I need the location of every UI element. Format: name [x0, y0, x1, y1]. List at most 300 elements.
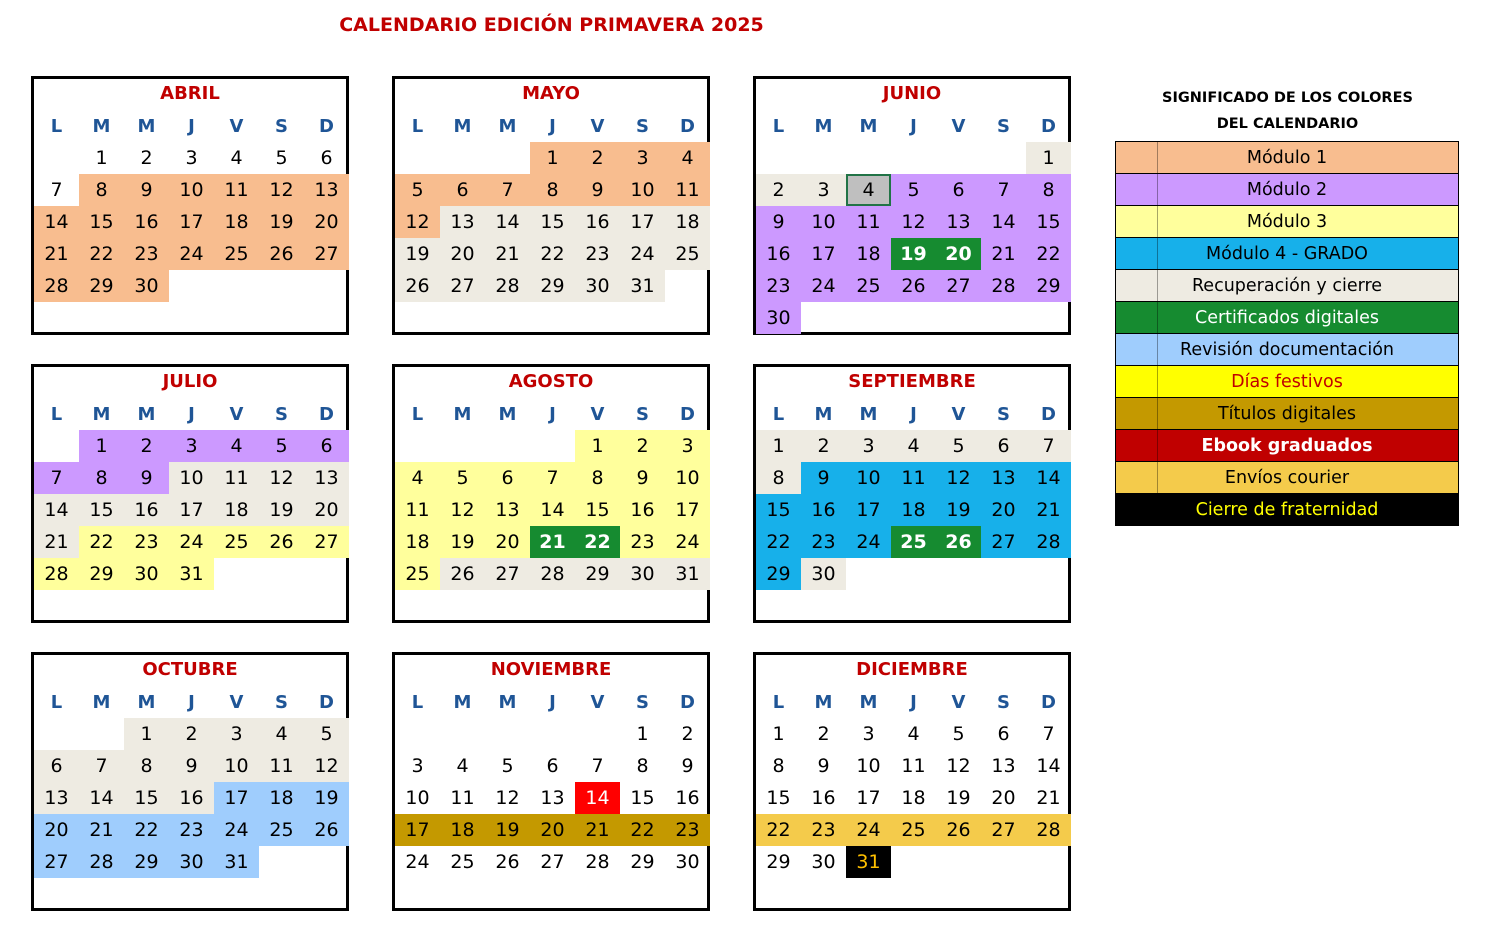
day-cell[interactable]: 18 [214, 494, 259, 526]
day-cell[interactable]: 30 [575, 270, 620, 302]
day-cell[interactable]: 31 [665, 558, 710, 590]
day-cell[interactable]: 24 [405, 851, 430, 873]
day-cell[interactable]: 26 [891, 270, 936, 302]
day-cell[interactable]: 22 [1026, 238, 1071, 270]
weekday-header: S [636, 403, 649, 425]
day-cell[interactable]: 7 [981, 174, 1026, 206]
day-cell[interactable]: 5 [952, 723, 965, 745]
day-cell[interactable]: 9 [756, 206, 801, 238]
day-cell[interactable]: 30 [124, 558, 169, 590]
day-cell[interactable]: 30 [801, 558, 846, 590]
day-cell[interactable]: 31 [169, 558, 214, 590]
day-cell[interactable]: 3 [169, 430, 214, 462]
weekday-header: L [411, 691, 424, 713]
day-cell[interactable]: 1 [530, 142, 575, 174]
day-cell[interactable]: 24 [801, 270, 846, 302]
day-cell[interactable]: 16 [124, 494, 169, 526]
day-cell[interactable]: 1 [79, 430, 124, 462]
day-cell[interactable]: 1 [772, 723, 785, 745]
day-cell[interactable]: 30 [169, 846, 214, 878]
day-cell[interactable]: 25 [214, 238, 259, 270]
day-cell[interactable]: 8 [1026, 174, 1071, 206]
day-cell[interactable]: 29 [124, 846, 169, 878]
month-octubre [31, 652, 349, 911]
day-cell[interactable]: 2 [169, 718, 214, 750]
day-cell[interactable]: 21 [79, 814, 124, 846]
empty-cell [485, 718, 530, 750]
weekday-header: M [453, 691, 472, 713]
day-cell[interactable]: 13 [34, 782, 79, 814]
day-cell[interactable]: 1 [636, 723, 649, 745]
day-cell[interactable]: 27 [440, 270, 485, 302]
day-cell[interactable]: 18 [395, 526, 440, 558]
day-cell[interactable]: 10 [620, 174, 665, 206]
day-cell[interactable]: 26 [495, 851, 520, 873]
day-cell[interactable]: 20 [530, 814, 575, 846]
day-cell[interactable]: 29 [630, 851, 655, 873]
day-cell[interactable]: 4 [214, 430, 259, 462]
day-cell[interactable]: 7 [1026, 430, 1071, 462]
day-cell[interactable]: 6 [485, 462, 530, 494]
day-cell[interactable]: 11 [395, 494, 440, 526]
day-cell[interactable]: 14 [79, 782, 124, 814]
day-cell[interactable]: 25 [891, 814, 936, 846]
day-cell[interactable]: 18 [891, 494, 936, 526]
empty-cell [395, 142, 440, 174]
empty-cell [440, 430, 485, 462]
day-cell[interactable]: 22 [620, 814, 665, 846]
day-cell[interactable]: 21 [530, 526, 575, 558]
day-cell[interactable]: 22 [79, 526, 124, 558]
day-cell[interactable]: 15 [756, 494, 801, 526]
day-cell[interactable]: 21 [981, 238, 1026, 270]
day-cell[interactable]: 10 [856, 755, 881, 777]
day-cell[interactable]: 14 [530, 494, 575, 526]
day-cell[interactable]: 28 [1026, 526, 1071, 558]
day-cell[interactable]: 2 [681, 723, 694, 745]
empty-cell [34, 430, 79, 462]
day-cell[interactable]: 16 [124, 206, 169, 238]
day-cell[interactable]: 22 [756, 526, 801, 558]
color-legend [1115, 141, 1459, 526]
day-cell[interactable]: 27 [981, 526, 1026, 558]
day-cell[interactable]: 23 [169, 814, 214, 846]
day-cell[interactable]: 28 [1026, 814, 1071, 846]
day-cell[interactable]: 11 [214, 174, 259, 206]
day-cell[interactable]: 8 [772, 755, 785, 777]
day-cell[interactable]: 24 [214, 814, 259, 846]
day-cell[interactable]: 29 [79, 270, 124, 302]
day-cell[interactable]: 8 [636, 755, 649, 777]
empty-cell [936, 142, 981, 174]
day-cell[interactable]: 1 [124, 718, 169, 750]
day-cell[interactable]: 7 [485, 174, 530, 206]
day-cell[interactable]: 25 [665, 238, 710, 270]
day-cell[interactable]: 16 [756, 238, 801, 270]
day-cell[interactable]: 26 [259, 526, 304, 558]
day-cell[interactable]: 6 [981, 430, 1026, 462]
day-cell[interactable]: 17 [395, 814, 440, 846]
day-cell[interactable]: 14 [1026, 462, 1071, 494]
day-cell[interactable]: 24 [169, 238, 214, 270]
day-cell[interactable]: 23 [124, 238, 169, 270]
day-cell[interactable]: 11 [846, 206, 891, 238]
day-cell[interactable]: 19 [259, 494, 304, 526]
day-cell[interactable]: 15 [766, 787, 791, 809]
day-cell[interactable]: 5 [440, 462, 485, 494]
day-cell[interactable]: 20 [34, 814, 79, 846]
day-cell[interactable]: 2 [575, 142, 620, 174]
day-cell[interactable]: 11 [259, 750, 304, 782]
day-cell[interactable]: 16 [675, 787, 700, 809]
day-cell[interactable]: 22 [124, 814, 169, 846]
day-cell[interactable]: 4 [259, 718, 304, 750]
day-cell[interactable]: 17 [214, 782, 259, 814]
day-cell[interactable]: 2 [801, 430, 846, 462]
day-cell[interactable]: 22 [530, 238, 575, 270]
day-cell[interactable]: 27 [981, 814, 1026, 846]
day-cell[interactable]: 16 [620, 494, 665, 526]
day-cell[interactable]: 22 [79, 238, 124, 270]
day-cell[interactable]: 18 [846, 238, 891, 270]
day-cell[interactable]: 2 [620, 430, 665, 462]
day-cell[interactable]: 6 [546, 755, 559, 777]
day-cell[interactable]: 12 [259, 174, 304, 206]
day-cell[interactable]: 19 [304, 782, 349, 814]
day-cell[interactable]: 25 [846, 270, 891, 302]
day-cell[interactable]: 9 [620, 462, 665, 494]
day-cell[interactable]: 6 [936, 174, 981, 206]
day-cell[interactable]: 25 [214, 526, 259, 558]
day-cell[interactable]: 17 [620, 206, 665, 238]
weekday-header: S [275, 403, 288, 425]
day-cell[interactable]: 6 [304, 430, 349, 462]
day-cell[interactable]: 24 [846, 814, 891, 846]
day-cell[interactable]: 29 [530, 270, 575, 302]
day-cell[interactable]: 14 [34, 494, 79, 526]
day-cell[interactable]: 30 [811, 851, 836, 873]
day-cell[interactable]: 10 [665, 462, 710, 494]
day-cell[interactable]: 17 [169, 206, 214, 238]
day-cell[interactable]: 20 [936, 238, 981, 270]
day-cell[interactable]: 5 [501, 755, 514, 777]
day-cell[interactable]: 4 [891, 430, 936, 462]
day-cell[interactable]: 25 [450, 851, 475, 873]
day-cell[interactable]: 5 [891, 174, 936, 206]
day-cell[interactable]: 7 [1042, 723, 1055, 745]
day-cell[interactable]: 19 [395, 238, 440, 270]
day-cell[interactable]: 10 [801, 206, 846, 238]
day-cell[interactable]: 28 [34, 558, 79, 590]
day-cell[interactable]: 27 [485, 558, 530, 590]
day-cell[interactable]: 26 [259, 238, 304, 270]
day-cell[interactable]: 4 [907, 723, 920, 745]
day-cell[interactable]: 12 [259, 462, 304, 494]
day-cell[interactable]: 24 [169, 526, 214, 558]
weekday-header: M [453, 403, 472, 425]
day-cell[interactable]: 29 [766, 851, 791, 873]
day-cell[interactable]: 26 [440, 558, 485, 590]
day-cell[interactable]: 3 [801, 174, 846, 206]
day-cell[interactable]: 20 [440, 238, 485, 270]
day-cell[interactable]: 12 [891, 206, 936, 238]
day-cell[interactable]: 27 [34, 846, 79, 878]
day-cell[interactable]: 10 [214, 750, 259, 782]
day-cell[interactable]: 21 [1036, 787, 1061, 809]
day-cell[interactable]: 7 [591, 755, 604, 777]
day-cell[interactable]: 13 [485, 494, 530, 526]
day-cell[interactable]: 6 [440, 174, 485, 206]
day-cell[interactable]: 12 [440, 494, 485, 526]
day-cell[interactable]: 30 [675, 851, 700, 873]
day-cell[interactable]: 9 [575, 174, 620, 206]
day-cell[interactable]: 21 [575, 814, 620, 846]
weekday-header: V [590, 115, 605, 137]
day-cell[interactable]: 4 [230, 147, 243, 169]
day-cell[interactable]: 12 [395, 206, 440, 238]
day-cell[interactable]: 8 [79, 462, 124, 494]
day-cell[interactable]: 23 [801, 526, 846, 558]
month-name: MAYO [522, 83, 580, 104]
legend-label: Cierre de fraternidad [1195, 499, 1379, 520]
day-cell[interactable]: 17 [856, 787, 881, 809]
day-cell[interactable]: 3 [214, 718, 259, 750]
month-grid [395, 110, 710, 302]
day-cell[interactable]: 21 [1026, 494, 1071, 526]
legend-title-line2: DEL CALENDARIO [1216, 116, 1359, 132]
day-cell[interactable]: 17 [665, 494, 710, 526]
day-cell[interactable]: 6 [997, 723, 1010, 745]
day-cell[interactable]: 8 [530, 174, 575, 206]
day-cell[interactable]: 17 [169, 494, 214, 526]
day-cell[interactable]: 19 [891, 238, 936, 270]
day-cell[interactable]: 11 [665, 174, 710, 206]
day-cell[interactable]: 8 [79, 174, 124, 206]
day-cell[interactable]: 16 [169, 782, 214, 814]
day-cell[interactable]: 23 [575, 238, 620, 270]
day-cell[interactable]: 3 [411, 755, 424, 777]
day-cell[interactable]: 13 [440, 206, 485, 238]
day-cell[interactable]: 26 [304, 814, 349, 846]
day-cell[interactable]: 27 [304, 238, 349, 270]
day-cell[interactable]: 22 [756, 814, 801, 846]
day-cell[interactable]: 7 [79, 750, 124, 782]
day-cell[interactable]: 28 [485, 270, 530, 302]
day-cell[interactable]: 30 [756, 302, 801, 334]
day-cell[interactable]: 17 [846, 494, 891, 526]
day-cell[interactable]: 29 [575, 558, 620, 590]
day-cell[interactable]: 7 [34, 462, 79, 494]
day-cell[interactable]: 26 [936, 526, 981, 558]
day-cell[interactable]: 23 [801, 814, 846, 846]
day-cell[interactable]: 15 [1026, 206, 1071, 238]
day-cell[interactable]: 12 [946, 755, 971, 777]
day-cell[interactable]: 29 [1026, 270, 1071, 302]
day-cell[interactable]: 8 [756, 462, 801, 494]
day-cell[interactable]: 14 [981, 206, 1026, 238]
day-cell[interactable]: 23 [620, 526, 665, 558]
day-cell[interactable]: 10 [405, 787, 430, 809]
weekday-header: S [997, 115, 1010, 137]
day-cell[interactable]: 13 [304, 174, 349, 206]
empty-cell [485, 430, 530, 462]
day-cell[interactable]: 19 [259, 206, 304, 238]
day-cell[interactable]: 22 [575, 526, 620, 558]
month-name: SEPTIEMBRE [848, 371, 976, 392]
day-cell[interactable]: 5 [275, 147, 288, 169]
day-cell[interactable]: 15 [79, 206, 124, 238]
day-cell[interactable]: 13 [981, 462, 1026, 494]
day-cell[interactable]: 9 [681, 755, 694, 777]
day-cell[interactable]: 7 [50, 179, 63, 201]
weekday-header: S [997, 691, 1010, 713]
day-cell[interactable]: 9 [817, 755, 830, 777]
day-cell[interactable]: 16 [811, 787, 836, 809]
day-cell[interactable]: 14 [485, 206, 530, 238]
day-cell[interactable]: 15 [124, 782, 169, 814]
day-cell[interactable]: 1 [575, 430, 620, 462]
day-cell[interactable]: 20 [304, 206, 349, 238]
day-cell[interactable]: 18 [901, 787, 926, 809]
day-cell[interactable]: 16 [801, 494, 846, 526]
day-cell[interactable]: 11 [891, 462, 936, 494]
day-cell[interactable]: 24 [665, 526, 710, 558]
day-cell[interactable]: 15 [79, 494, 124, 526]
day-cell[interactable]: 3 [846, 430, 891, 462]
legend-label: Módulo 2 [1246, 179, 1328, 200]
day-cell[interactable]: 7 [530, 462, 575, 494]
day-cell[interactable]: 1 [95, 147, 108, 169]
day-cell[interactable]: 15 [630, 787, 655, 809]
day-cell[interactable]: 8 [124, 750, 169, 782]
day-cell[interactable]: 19 [946, 787, 971, 809]
day-cell[interactable]: 3 [862, 723, 875, 745]
day-cell[interactable]: 13 [540, 787, 565, 809]
day-cell[interactable]: 15 [575, 494, 620, 526]
day-cell[interactable]: 10 [169, 462, 214, 494]
day-cell[interactable]: 28 [34, 270, 79, 302]
day-cell[interactable]: 5 [395, 174, 440, 206]
day-cell[interactable]: 20 [304, 494, 349, 526]
day-cell[interactable]: 24 [620, 238, 665, 270]
day-cell[interactable]: 20 [991, 787, 1016, 809]
day-cell[interactable]: 4 [395, 462, 440, 494]
day-cell[interactable]: 19 [440, 526, 485, 558]
day-cell[interactable]: 11 [901, 755, 926, 777]
day-cell[interactable]: 3 [620, 142, 665, 174]
day-cell[interactable]: 11 [450, 787, 475, 809]
day-cell[interactable]: 1 [1026, 142, 1071, 174]
day-cell[interactable]: 27 [540, 851, 565, 873]
weekday-header: V [590, 691, 605, 713]
day-cell[interactable]: 28 [981, 270, 1026, 302]
day-cell[interactable]: 6 [320, 147, 333, 169]
day-cell[interactable]: 5 [304, 718, 349, 750]
day-cell[interactable]: 27 [304, 526, 349, 558]
day-cell[interactable]: 14 [34, 206, 79, 238]
day-cell[interactable]: 18 [259, 782, 304, 814]
legend-divider [1157, 430, 1158, 461]
day-cell[interactable]: 9 [124, 462, 169, 494]
day-cell[interactable]: 12 [304, 750, 349, 782]
day-cell[interactable]: 10 [169, 174, 214, 206]
day-cell[interactable]: 28 [530, 558, 575, 590]
day-cell[interactable]: 21 [485, 238, 530, 270]
day-cell[interactable]: 29 [756, 558, 801, 590]
day-cell[interactable]: 19 [936, 494, 981, 526]
day-cell[interactable]: 8 [575, 462, 620, 494]
day-cell[interactable]: 19 [485, 814, 530, 846]
day-cell[interactable]: 5 [936, 430, 981, 462]
day-cell[interactable]: 4 [456, 755, 469, 777]
day-cell[interactable]: 31 [620, 270, 665, 302]
day-cell[interactable]: 28 [585, 851, 610, 873]
day-cell[interactable]: 2 [817, 723, 830, 745]
day-cell[interactable]: 14 [1036, 755, 1061, 777]
day-cell[interactable]: 23 [756, 270, 801, 302]
day-cell[interactable]: 18 [665, 206, 710, 238]
day-cell[interactable]: 13 [304, 462, 349, 494]
day-cell[interactable]: 2 [756, 174, 801, 206]
day-cell[interactable]: 25 [395, 558, 440, 590]
day-cell[interactable]: 9 [801, 462, 846, 494]
day-cell[interactable]: 15 [530, 206, 575, 238]
day-cell[interactable]: 12 [936, 462, 981, 494]
day-cell[interactable]: 18 [214, 206, 259, 238]
day-cell[interactable]: 23 [665, 814, 710, 846]
day-cell[interactable]: 17 [801, 238, 846, 270]
day-cell[interactable]: 21 [34, 526, 79, 558]
day-cell[interactable]: 4 [665, 142, 710, 174]
day-cell[interactable]: 13 [991, 755, 1016, 777]
day-cell[interactable]: 1 [756, 430, 801, 462]
day-cell[interactable]: 27 [936, 270, 981, 302]
day-cell[interactable]: 20 [485, 526, 530, 558]
day-cell[interactable]: 21 [34, 238, 79, 270]
day-cell[interactable]: 26 [395, 270, 440, 302]
day-cell[interactable]: 2 [124, 430, 169, 462]
day-cell[interactable]: 30 [620, 558, 665, 590]
month-grid [756, 110, 1071, 334]
day-cell[interactable]: 6 [34, 750, 79, 782]
day-cell[interactable]: 2 [140, 147, 153, 169]
day-cell[interactable]: 9 [124, 174, 169, 206]
day-cell[interactable]: 26 [936, 814, 981, 846]
day-cell[interactable]: 25 [891, 526, 936, 558]
day-cell[interactable]: 5 [259, 430, 304, 462]
day-cell[interactable]: 10 [846, 462, 891, 494]
day-cell[interactable]: 4 [846, 174, 891, 206]
day-cell[interactable]: 20 [981, 494, 1026, 526]
day-cell[interactable]: 24 [846, 526, 891, 558]
day-cell[interactable]: 29 [79, 558, 124, 590]
day-cell[interactable]: 12 [495, 787, 520, 809]
day-cell[interactable]: 23 [124, 526, 169, 558]
day-cell[interactable]: 28 [79, 846, 124, 878]
day-cell[interactable]: 13 [936, 206, 981, 238]
day-cell[interactable]: 9 [169, 750, 214, 782]
day-cell[interactable]: 25 [259, 814, 304, 846]
day-cell[interactable]: 31 [846, 846, 891, 878]
day-cell[interactable]: 30 [124, 270, 169, 302]
day-cell[interactable]: 3 [185, 147, 198, 169]
day-cell[interactable]: 31 [214, 846, 259, 878]
day-cell[interactable]: 14 [575, 782, 620, 814]
day-cell[interactable]: 18 [440, 814, 485, 846]
day-cell[interactable]: 11 [214, 462, 259, 494]
day-cell[interactable]: 16 [575, 206, 620, 238]
day-cell[interactable]: 3 [665, 430, 710, 462]
